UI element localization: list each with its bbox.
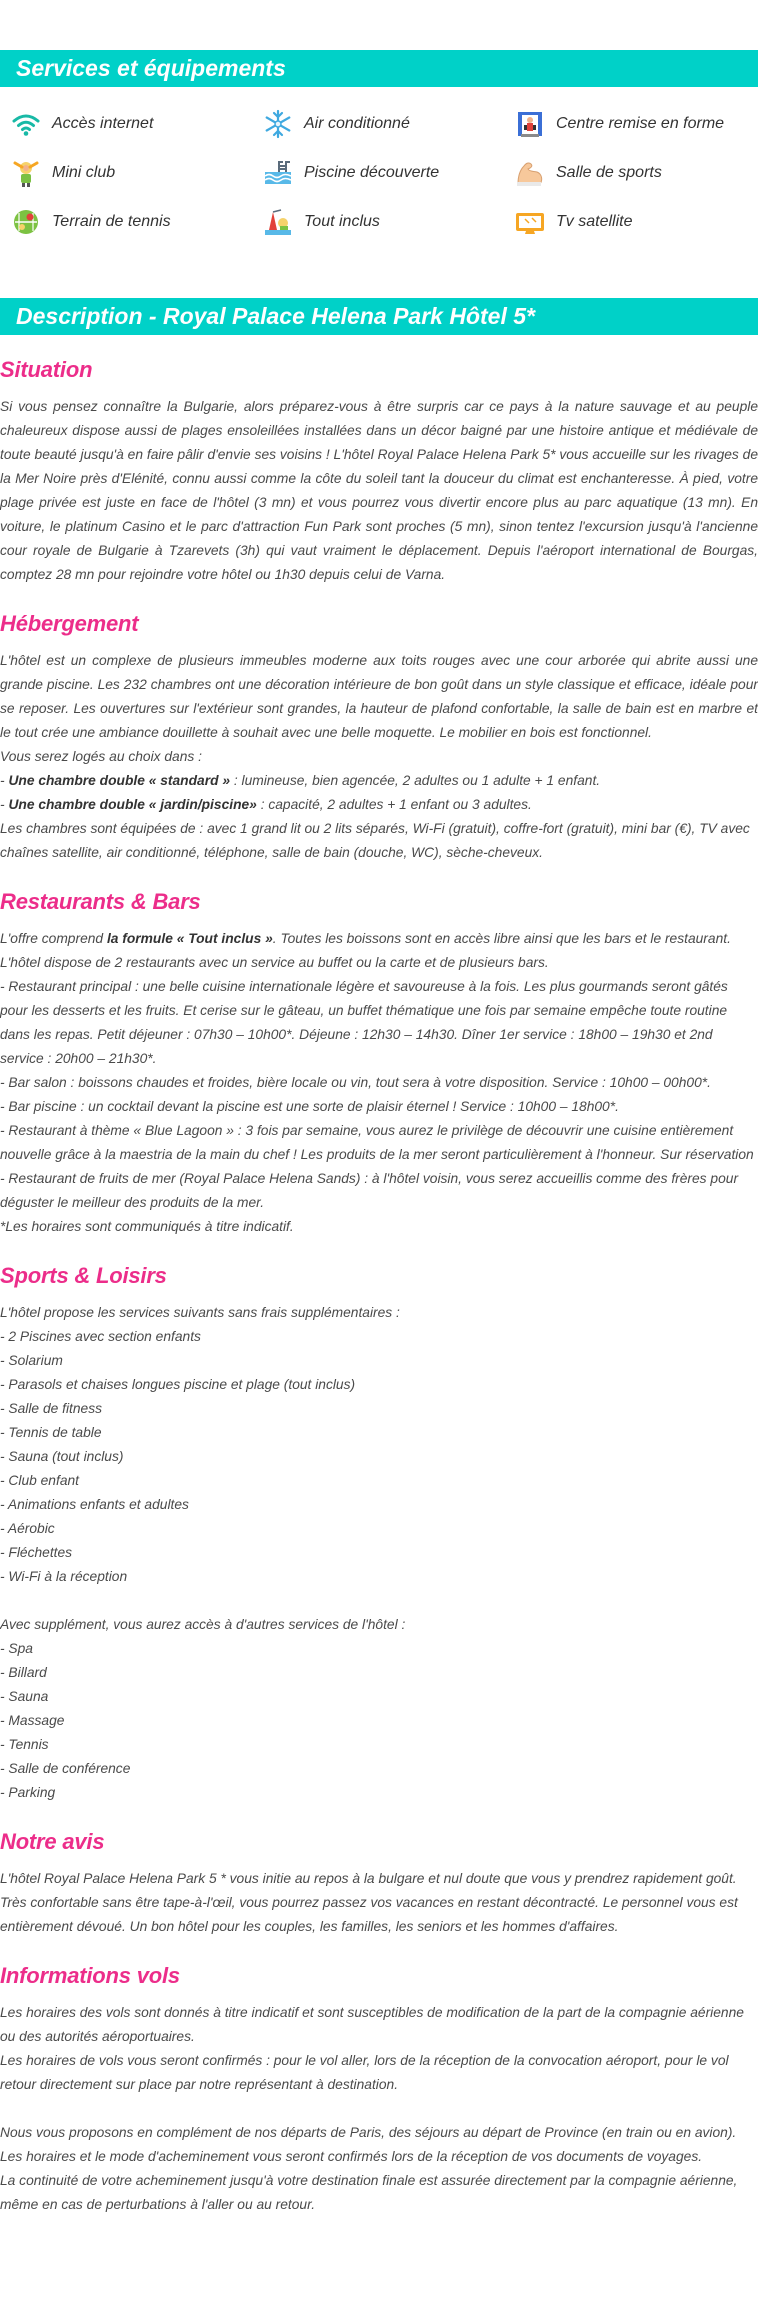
list-item: - Tennis de table bbox=[0, 1425, 102, 1440]
hebergement-section bbox=[0, 611, 758, 865]
restaurants-line: - Restaurant principal : une belle cuisine internationale légère et savoureuse à la fois. Les plus gourmands seront gâtés pour les desserts et les fruits. Et cerise sur le gâteau, un buffet thématique une fois par semaine empêche toute routine dans les repas. Petit déjeuner : 07h30 – 10h00*. Déjeune : 12h30 – 14h30. Dîner 1er service : 18h00 – 19h30 et 2nd service : 20h00 – 21h30*. bbox=[0, 979, 728, 1066]
vols-line: Les horaires et le mode d'acheminement vous seront confirmés lors de la réception de vos documents de voyages. bbox=[0, 2149, 703, 2164]
situation-section bbox=[0, 357, 758, 587]
list-item: - Aérobic bbox=[0, 1521, 55, 1536]
list-item: - Billard bbox=[0, 1665, 47, 1680]
service-pool bbox=[262, 148, 514, 197]
list-item: - Sauna (tout inclus) bbox=[0, 1449, 124, 1464]
restaurants-title: Restaurants & Bars bbox=[0, 889, 201, 914]
list-item: - Solarium bbox=[0, 1353, 63, 1368]
vols-section bbox=[0, 1963, 758, 2217]
sports-section bbox=[0, 1263, 758, 1805]
service-label: Air conditionné bbox=[304, 114, 410, 132]
pool-icon bbox=[262, 157, 294, 189]
services-grid bbox=[0, 87, 758, 246]
list-item: - Parasols et chaises longues piscine et plage (tout inclus) bbox=[0, 1377, 356, 1392]
service-sports-room bbox=[514, 148, 758, 197]
service-label: Tv satellite bbox=[556, 212, 633, 230]
sports-intro: L'hôtel propose les services suivants sans frais supplémentaires : bbox=[0, 1305, 400, 1320]
service-label: Terrain de tennis bbox=[52, 212, 171, 230]
tennis-icon bbox=[10, 206, 42, 238]
kids-club-icon bbox=[10, 157, 42, 189]
list-item: - Salle de conférence bbox=[0, 1761, 131, 1776]
list-item: - Spa bbox=[0, 1641, 33, 1656]
tv-icon bbox=[514, 206, 546, 238]
avis-text: L'hôtel Royal Palace Helena Park 5 * vous initie au repos à la bulgare et nul doute que vous y prendrez rapidement goût. Très confortable sans être tape-à-l'œil, vous pourrez passez vos vacances en restant décontracté. Le personnel vous est entièrement dévoué. Un bon hôtel pour les couples, les familles, les seniors et les hommes d'affaires. bbox=[0, 1871, 738, 1934]
avis-title: Notre avis bbox=[0, 1829, 105, 1854]
avis-section bbox=[0, 1829, 758, 1939]
vols-line: La continuité de votre acheminement jusqu'à votre destination finale est assurée directement par la compagnie aérienne, même en cas de perturbations à l'aller ou au retour. bbox=[0, 2173, 738, 2212]
hebergement-choice: Vous serez logés au choix dans : bbox=[0, 749, 202, 764]
restaurants-line: L'hôtel dispose de 2 restaurants avec un service au buffet ou la carte et de plusieurs bars. bbox=[0, 955, 549, 970]
list-item: - Wi-Fi à la réception bbox=[0, 1569, 128, 1584]
situation-title: Situation bbox=[0, 357, 93, 382]
list-item: - Massage bbox=[0, 1713, 65, 1728]
hebergement-title: Hébergement bbox=[0, 611, 139, 636]
service-label: Tout inclus bbox=[304, 212, 380, 230]
room-standard: - Une chambre double « standard » : lumineuse, bien agencée, 2 adultes ou 1 adulte + 1 enfant. bbox=[0, 773, 601, 788]
service-tv bbox=[514, 197, 758, 246]
vols-title: Informations vols bbox=[0, 1963, 180, 1988]
services-banner: Services et équipements bbox=[0, 50, 758, 87]
vols-line: Les horaires de vols vous seront confirmés : pour le vol aller, lors de la réception de la convocation aéroport, pour le vol retour directement sur place par notre représentant à destination. bbox=[0, 2053, 729, 2092]
list-item: - Salle de fitness bbox=[0, 1401, 102, 1416]
list-item: - 2 Piscines avec section enfants bbox=[0, 1329, 201, 1344]
snowflake-icon bbox=[262, 108, 294, 140]
sports-paid-intro: Avec supplément, vous aurez accès à d'autres services de l'hôtel : bbox=[0, 1617, 406, 1632]
list-item: - Club enfant bbox=[0, 1473, 79, 1488]
restaurants-line: - Restaurant à thème « Blue Lagoon » : 3 fois par semaine, vous aurez le privilège de découvrir une cuisine entièrement nouvelle grâce à la maestria de la main du chef ! Les produits de la mer seront particulièrement à l'honneur. Sur réservation bbox=[0, 1123, 754, 1162]
description-banner: Description - Royal Palace Helena Park Hôtel 5* bbox=[0, 298, 758, 335]
vols-line: Les horaires des vols sont donnés à titre indicatif et sont susceptibles de modification de la part de la compagnie aérienne ou des autorités aéroportuaires. bbox=[0, 2005, 744, 2044]
room-garden-pool: - Une chambre double « jardin/piscine» : capacité, 2 adultes + 1 enfant ou 3 adultes. bbox=[0, 797, 532, 812]
service-mini-club bbox=[10, 148, 262, 197]
fitness-icon bbox=[514, 108, 546, 140]
list-item: - Tennis bbox=[0, 1737, 49, 1752]
restaurants-section bbox=[0, 889, 758, 1239]
service-fitness bbox=[514, 99, 758, 148]
list-item: - Animations enfants et adultes bbox=[0, 1497, 189, 1512]
restaurants-line: - Bar piscine : un cocktail devant la piscine est une sorte de plaisir éternel ! Service : 10h00 – 18h00*. bbox=[0, 1099, 619, 1114]
service-tennis bbox=[10, 197, 262, 246]
service-internet bbox=[10, 99, 262, 148]
situation-text: Si vous pensez connaître la Bulgarie, alors préparez-vous à être surpris car ce pays à la nature sauvage et au peuple chaleureux dispose aussi de plages ensoleillées installées dans un décor baigné par une histoire antique et médiévale de toute beauté jusqu'à en faire pâlir d'envie ses voisins ! L'hôtel Royal Palace Helena Park 5* vous accueille sur les rivages de la Mer Noire près d'Elénité, connu aussi comme la côte du soleil tant la douceur du climat est enchanteresse. À pied, votre plage privée est juste en face de l'hôtel (3 mn) et vous pourrez vous divertir encore plus au parc aquatique (13 mn). En voiture, le platinum Casino et le parc d'attraction Fun Park sont proches (5 mn), sinon tentez l'excursion jusqu'à l'ancienne cour royale de Bulgarie à Tzarevets (3h) qui vaut vraiment le déplacement. Depuis l'aéroport international de Bourgas, comptez 28 mn pour rejoindre votre hôtel ou 1h30 depuis celui de Varna. bbox=[0, 399, 758, 582]
service-label: Accès internet bbox=[52, 114, 154, 132]
room-equipment: Les chambres sont équipées de : avec 1 grand lit ou 2 lits séparés, Wi-Fi (gratuit), coffre-fort (gratuit), mini bar (€), TV avec chaînes satellite, air conditionné, téléphone, salle de bain (douche, WC), sèche-cheveux. bbox=[0, 821, 750, 860]
service-label: Centre remise en forme bbox=[556, 114, 725, 132]
list-item: - Fléchettes bbox=[0, 1545, 73, 1560]
vols-line: Nous vous proposons en complément de nos départs de Paris, des séjours au départ de Province (en train ou en avion). bbox=[0, 2125, 737, 2140]
restaurants-note: *Les horaires sont communiqués à titre indicatif. bbox=[0, 1219, 294, 1234]
restaurants-line: - Bar salon : boissons chaudes et froides, bière locale ou vin, tout sera à votre disposition. Service : 10h00 – 00h00*. bbox=[0, 1075, 711, 1090]
muscle-icon bbox=[514, 157, 546, 189]
all-inclusive-icon bbox=[262, 206, 294, 238]
hebergement-intro: L'hôtel est un complexe de plusieurs immeubles moderne aux toits rouges avec une cour arborée qui abrite aussi une grande piscine. Les 232 chambres ont une décoration intérieure de bon goût dans un style classique et efficace, idéale pour se reposer. Les ouvertures sur l'extérieur sont grandes, la hauteur de plafond confortable, la salle de bain est en marbre et le tout crée une ambiance douillette à souhait avec une belle moquette. Le mobilier en bois est fonctionnel. bbox=[0, 653, 758, 740]
service-air-conditioning bbox=[262, 99, 514, 148]
service-label: Piscine découverte bbox=[304, 163, 440, 181]
restaurants-offer: L'offre comprend la formule « Tout inclus ». Toutes les boissons sont en accès libre ainsi que les bars et le restaurant. bbox=[0, 931, 731, 946]
wifi-icon bbox=[10, 108, 42, 140]
restaurants-line: - Restaurant de fruits de mer (Royal Palace Helena Sands) : à l'hôtel voisin, vous serez accueillis comme des frères pour déguster le meilleur des produits de la mer. bbox=[0, 1171, 739, 1210]
service-label: Mini club bbox=[52, 163, 116, 181]
list-item: - Parking bbox=[0, 1785, 56, 1800]
sports-title: Sports & Loisirs bbox=[0, 1263, 167, 1288]
list-item: - Sauna bbox=[0, 1689, 49, 1704]
service-label: Salle de sports bbox=[556, 163, 662, 181]
service-all-inclusive bbox=[262, 197, 514, 246]
